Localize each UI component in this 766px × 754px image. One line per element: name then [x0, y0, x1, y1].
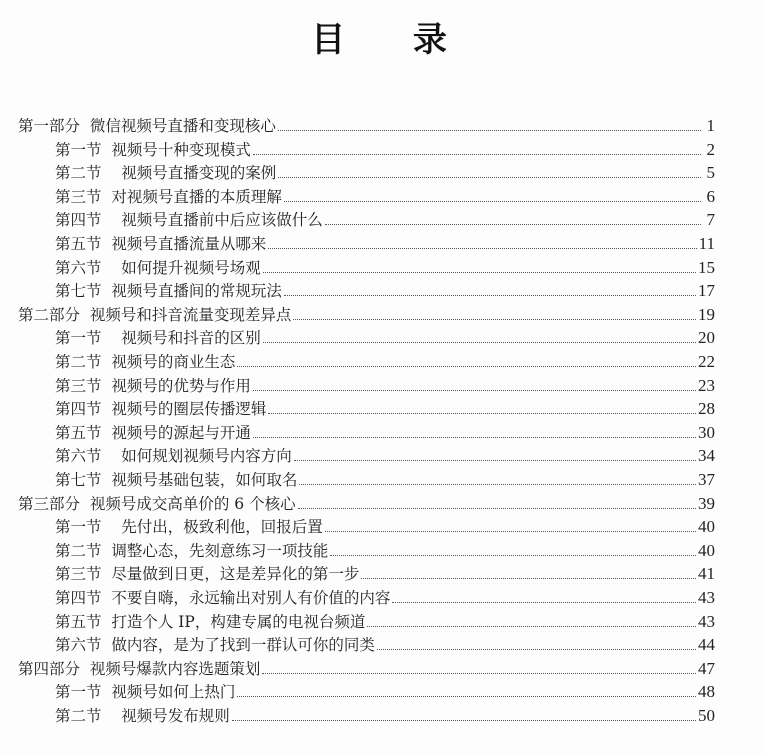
toc-entry-title: 第三部分 视频号成交高单价的 6 个核心	[18, 494, 296, 513]
toc-page-number: 2	[706, 139, 715, 159]
dot-leader	[262, 672, 696, 674]
toc-page-number: 40	[698, 540, 715, 560]
toc-page-number: 22	[698, 352, 715, 371]
toc-page-number: 41	[698, 564, 715, 584]
toc-section-entry[interactable]	[55, 396, 715, 419]
toc-part-entry[interactable]	[18, 656, 715, 679]
toc-page-number: 23	[698, 375, 715, 395]
toc-entry-title: 第四节 视频号直播前中后应该做什么	[55, 211, 323, 230]
toc-entry-title: 第一节 先付出，极致利他，回报后置	[55, 518, 323, 537]
toc-section-entry[interactable]	[55, 184, 715, 207]
toc-part-entry[interactable]	[18, 491, 715, 514]
dot-leader	[330, 554, 696, 556]
toc-entry-title: 第二部分 视频号和抖音流量变现差异点	[18, 305, 292, 324]
toc-page-number: 48	[698, 682, 715, 702]
toc-page-number: 28	[698, 399, 715, 419]
toc-section-entry[interactable]	[55, 703, 715, 726]
toc-section-entry[interactable]	[55, 443, 715, 466]
toc-entry-title: 第六节 如何规划视频号内容方向	[55, 447, 292, 466]
toc-entry-title: 第一节 视频号十种变现模式	[55, 140, 251, 159]
toc-entry-title: 第五节 视频号的源起与开通	[55, 423, 251, 442]
dot-leader	[237, 365, 696, 367]
toc-page-number: 47	[698, 658, 715, 678]
dot-leader	[263, 271, 696, 273]
toc-page-number: 1	[706, 116, 715, 135]
toc-section-entry[interactable]	[55, 538, 715, 561]
toc-entry-title: 第七节 视频号直播间的常规玩法	[55, 282, 282, 301]
dot-leader	[237, 695, 696, 697]
dot-leader	[284, 294, 696, 296]
toc-entry-title: 第七节 视频号基础包装，如何取名	[55, 471, 298, 489]
toc-entry-title: 第四部分 视频号爆款内容选题策划	[18, 659, 261, 678]
toc-entry-title: 第六节 做内容，是为了找到一群认可你的同类	[55, 636, 375, 655]
dot-leader	[253, 389, 696, 391]
dot-leader	[367, 625, 696, 627]
toc-page-number: 15	[698, 257, 715, 277]
toc-entry-title: 第六节 如何提升视频号场观	[55, 258, 261, 277]
toc-section-entry[interactable]	[55, 255, 715, 278]
toc-page-number: 44	[698, 635, 715, 655]
toc-entry-title: 第三节 对视频号直播的本质理解	[55, 187, 282, 206]
toc-section-entry[interactable]	[55, 632, 715, 655]
toc-entry-title: 第四节 不要自嗨，永远输出对别人有价值的内容	[55, 589, 391, 607]
toc-entry-title: 第三节 视频号的优势与作用	[55, 376, 251, 395]
dot-leader	[377, 648, 696, 650]
toc-entry-title: 第一节 视频号和抖音的区别	[55, 329, 261, 348]
dot-leader	[278, 129, 701, 131]
dot-leader	[284, 200, 701, 202]
toc-page-number: 6	[706, 186, 715, 206]
dot-leader	[361, 577, 696, 579]
dot-leader	[392, 601, 696, 603]
dot-leader	[232, 719, 696, 721]
toc-page-number: 17	[698, 281, 715, 301]
dot-leader	[325, 223, 701, 225]
dot-leader	[293, 318, 696, 320]
toc-section-entry[interactable]	[55, 137, 715, 160]
toc-page-number: 50	[698, 706, 715, 725]
dot-leader	[263, 341, 696, 343]
dot-leader	[268, 412, 696, 414]
toc-section-entry[interactable]	[55, 349, 715, 372]
toc-section-entry[interactable]	[55, 609, 715, 632]
toc-section-entry[interactable]	[55, 325, 715, 348]
dot-leader	[278, 176, 701, 178]
toc-section-entry[interactable]	[55, 585, 715, 608]
toc-page-number: 34	[698, 446, 715, 466]
toc-page-number: 19	[698, 304, 715, 324]
toc-page-number: 39	[698, 493, 715, 513]
dot-leader	[294, 459, 696, 461]
toc-page-number: 43	[698, 611, 715, 631]
toc-page-number: 30	[698, 422, 715, 442]
toc-entry-title: 第四节 视频号的圈层传播逻辑	[55, 400, 267, 419]
toc-entry-title: 第二节 视频号的商业生态	[55, 353, 236, 371]
dot-leader	[325, 530, 696, 532]
toc-entry-title: 第五节 打造个人 IP，构建专属的电视台频道	[55, 612, 366, 631]
toc-page-number: 20	[698, 328, 715, 348]
toc-section-entry[interactable]	[55, 679, 715, 702]
toc-page-number: 5	[706, 163, 715, 183]
toc-entry-title: 第一节 视频号如何上热门	[55, 683, 236, 702]
toc-page-number: 11	[698, 234, 715, 253]
toc-section-entry[interactable]	[55, 278, 715, 301]
toc-section-entry[interactable]	[55, 373, 715, 396]
toc-entry-title: 第三节 尽量做到日更，这是差异化的第一步	[55, 565, 360, 584]
toc-section-entry[interactable]	[55, 160, 715, 183]
toc-page-number: 7	[706, 210, 715, 230]
dot-leader	[268, 247, 696, 249]
toc-part-entry[interactable]	[18, 113, 715, 136]
toc-section-entry[interactable]	[55, 231, 715, 254]
toc-section-entry[interactable]	[55, 514, 715, 537]
dot-leader	[299, 483, 696, 485]
toc-page-number: 37	[698, 470, 715, 489]
toc-section-entry[interactable]	[55, 420, 715, 443]
dot-leader	[298, 507, 696, 509]
toc-section-entry[interactable]	[55, 561, 715, 584]
dot-leader	[253, 436, 696, 438]
toc-entry-title: 第二节 视频号发布规则	[55, 707, 230, 725]
toc-section-entry[interactable]	[55, 207, 715, 230]
toc-section-entry[interactable]	[55, 467, 715, 490]
page-title: 目 录	[311, 20, 475, 60]
toc-page-number: 43	[698, 588, 715, 607]
toc-entry-title: 第二节 调整心态，先刻意练习一项技能	[55, 541, 329, 560]
toc-entry-title: 第一部分 微信视频号直播和变现核心	[18, 117, 276, 135]
toc-part-entry[interactable]	[18, 302, 715, 325]
dot-leader	[253, 153, 701, 155]
toc-page-number: 40	[698, 517, 715, 537]
toc-entry-title: 第五节 视频号直播流量从哪来	[55, 235, 267, 253]
toc-entry-title: 第二节 视频号直播变现的案例	[55, 164, 277, 183]
